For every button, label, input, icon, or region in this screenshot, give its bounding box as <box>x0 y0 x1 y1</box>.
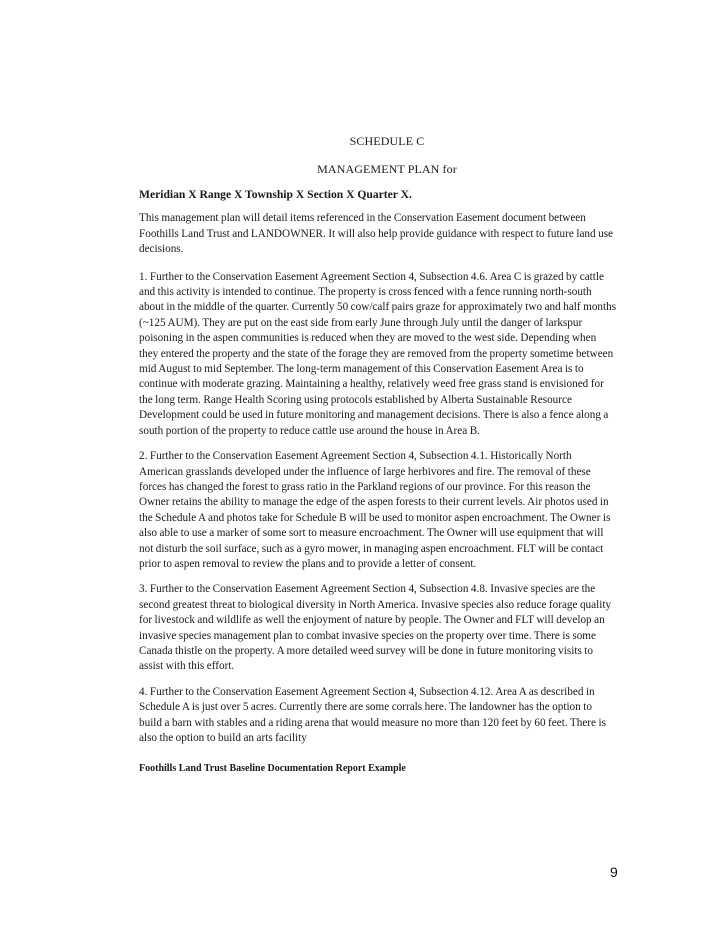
plan-title: MANAGEMENT PLAN for <box>317 162 457 176</box>
schedule-title: SCHEDULE C <box>349 134 425 148</box>
page-number: 9 <box>610 864 618 880</box>
paragraph-4: 4. Further to the Conservation Easement Agreement Section 4, Subsection 4.12. Area A as described in Schedule A is just over 5 acres. Currently there are some corrals here. The landowner has the option to build a barn with stables and a riding arena that would measure no more than 120 feet by 60 feet. There is also the option to build an arts facility <box>139 685 606 744</box>
paragraph-2: 2. Further to the Conservation Easement Agreement Section 4, Subsection 4.1. Historically North American grasslands developed under the influence of large herbivores and fire. The removal of these forces has changed the forest to grass ratio in the Parkland regions of our province. For this reason the Owner retains the ability to manage the edge of the aspen forests to their current levels. Air photos used in the Schedule A and photos take for Schedule B will be used to monitor aspen encroachment. The Owner is also able to use a marker of some sort to measure encroachment. The Owner will use equipment that will not disturb the soil surface, such as a gyro mower, in managing aspen encroachment. FLT will be contact prior to aspen removal to review the plans and to provide a letter of consent. <box>139 450 611 570</box>
report-footer: Foothills Land Trust Baseline Documentation Report Example <box>139 763 406 775</box>
intro-paragraph: This management plan will detail items referenced in the Conservation Easement document between Foothills Land Trust and LANDOWNER. It will also help provide guidance with respect to future land use decisions. <box>139 212 614 256</box>
paragraph-3: 3. Further to the Conservation Easement Agreement Section 4, Subsection 4.8. Invasive species are the second greatest threat to biological diversity in North America. Invasive species also reduce forage quality for livestock and wildlife as well the enjoyment of nature by people. The Owner and FLT will develop an invasive species management plan to combat invasive species on the property over time. There is some Canada thistle on the property. A more detailed weed survey will be done in future monitoring visits to assist with this effort. <box>139 583 612 673</box>
paragraph-1: 1. Further to the Conservation Easement Agreement Section 4, Subsection 4.6. Area C is grazed by cattle and this activity is intended to continue. The property is cross fenced with a fence running north-south about in the middle of the quarter. Currently 50 cow/calf pairs graze for approximately two and half months (~125 AUM). They are put on the east side from early June through July until the danger of larkspur poisoning in the aspen communities is reduced when they are moved to the west side. Depending when they entered the property and the state of the forage they are removed from the property sometime between mid August to mid September. The long-term management of this Conservation Easement Area is to continue with moderate grazing. Maintaining a healthy, relatively weed free grass stand is envisioned for the long term. Range Health Scoring using protocols established by Alberta Sustainable Resource Development could be used in future monitoring and management decisions. There is also a fence along a south portion of the property to reduce cattle use around the house in Area B. <box>139 270 617 437</box>
scanned-page-content <box>139 133 617 776</box>
location-heading: Meridian X Range X Township X Section X Quarter X. <box>139 188 412 201</box>
